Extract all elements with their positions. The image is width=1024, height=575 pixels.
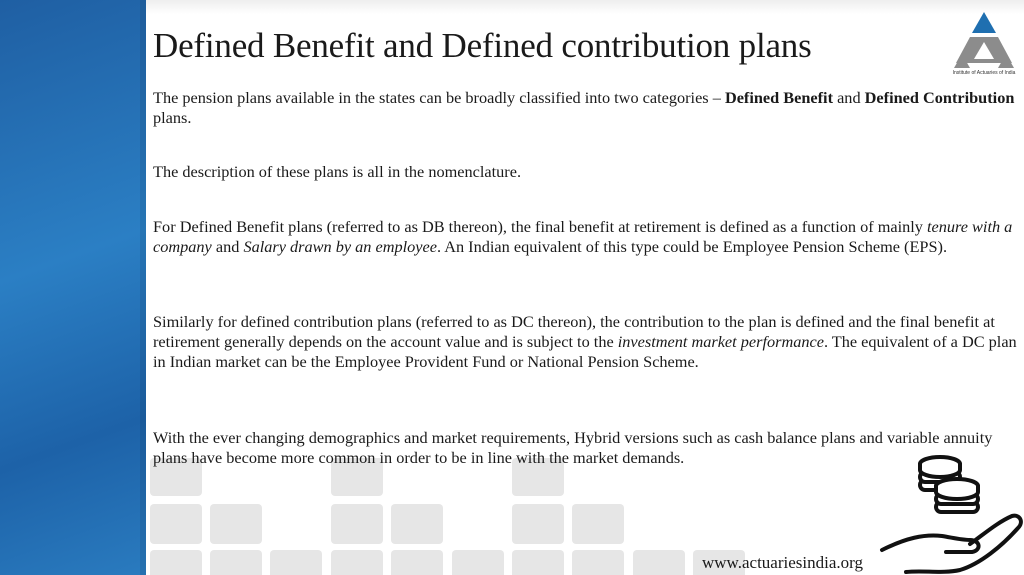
term-defined-benefit: Defined Benefit: [724, 88, 834, 107]
paragraph-text: . An Indian equivalent of this type could be Employee Pension Scheme (EPS).: [436, 237, 948, 256]
paragraph-hybrid-plans: With the ever changing demographics and market requirements, Hybrid versions such as cash balance plans and variable annuity plans have become more common in order to be in line with the market demands.: [153, 428, 993, 467]
top-fade-band: [146, 0, 1024, 14]
tile: [331, 504, 383, 544]
tile: [210, 504, 262, 544]
tile: [572, 504, 624, 544]
tile: [270, 550, 322, 575]
tile: [331, 550, 383, 575]
paragraph-dc-plans: [153, 312, 1019, 372]
tile: [391, 550, 443, 575]
paragraph-nomenclature: The description of these plans is all in the nomenclature.: [153, 162, 522, 181]
term-defined-contribution: Defined Contribution: [864, 88, 1015, 107]
emphasis-salary: Salary drawn by an employee: [243, 237, 437, 256]
tile: [452, 550, 504, 575]
paragraph-text: . The equivalent of a DC plan in Indian market can be the Employee Provident Fund or National Pension Scheme.: [153, 332, 1017, 371]
slide-title: Defined Benefit and Defined contribution plans: [153, 26, 812, 65]
paragraph-text: and: [211, 237, 244, 256]
tile: [150, 550, 202, 575]
tile: [512, 504, 564, 544]
tile: [512, 550, 564, 575]
paragraph-text: For Defined Benefit plans (referred to as DB thereon), the final benefit at retirement is defined as a function of mainly: [153, 217, 927, 236]
tile: [633, 550, 685, 575]
tile: [150, 504, 202, 544]
footer-url[interactable]: www.actuariesindia.org: [702, 553, 863, 572]
emphasis-tenure: tenure with a company: [153, 217, 1013, 256]
coin-stack-right: [936, 479, 978, 512]
paragraph-categories: [153, 88, 1019, 128]
tile: [572, 550, 624, 575]
left-blue-sidebar: [0, 0, 146, 575]
tile: [391, 504, 443, 544]
hand-outline: [882, 516, 1021, 572]
emphasis-investment-performance: investment market performance: [617, 332, 824, 351]
paragraph-text: The pension plans available in the states can be broadly classified into two categories –: [153, 88, 725, 107]
tile: [210, 550, 262, 575]
logo-caption: Institute of Actuaries of India: [952, 70, 1016, 76]
coins-hand-icon: [872, 452, 1024, 575]
paragraph-text: plans.: [153, 108, 192, 127]
paragraph-text: and: [833, 88, 865, 107]
paragraph-text: Similarly for defined contribution plans (referred to as DC thereon), the contribution to the plan is defined and the final benefit at retirement generally depends on the account value and is subject to the: [153, 312, 995, 351]
paragraph-db-plans: [153, 217, 1019, 257]
